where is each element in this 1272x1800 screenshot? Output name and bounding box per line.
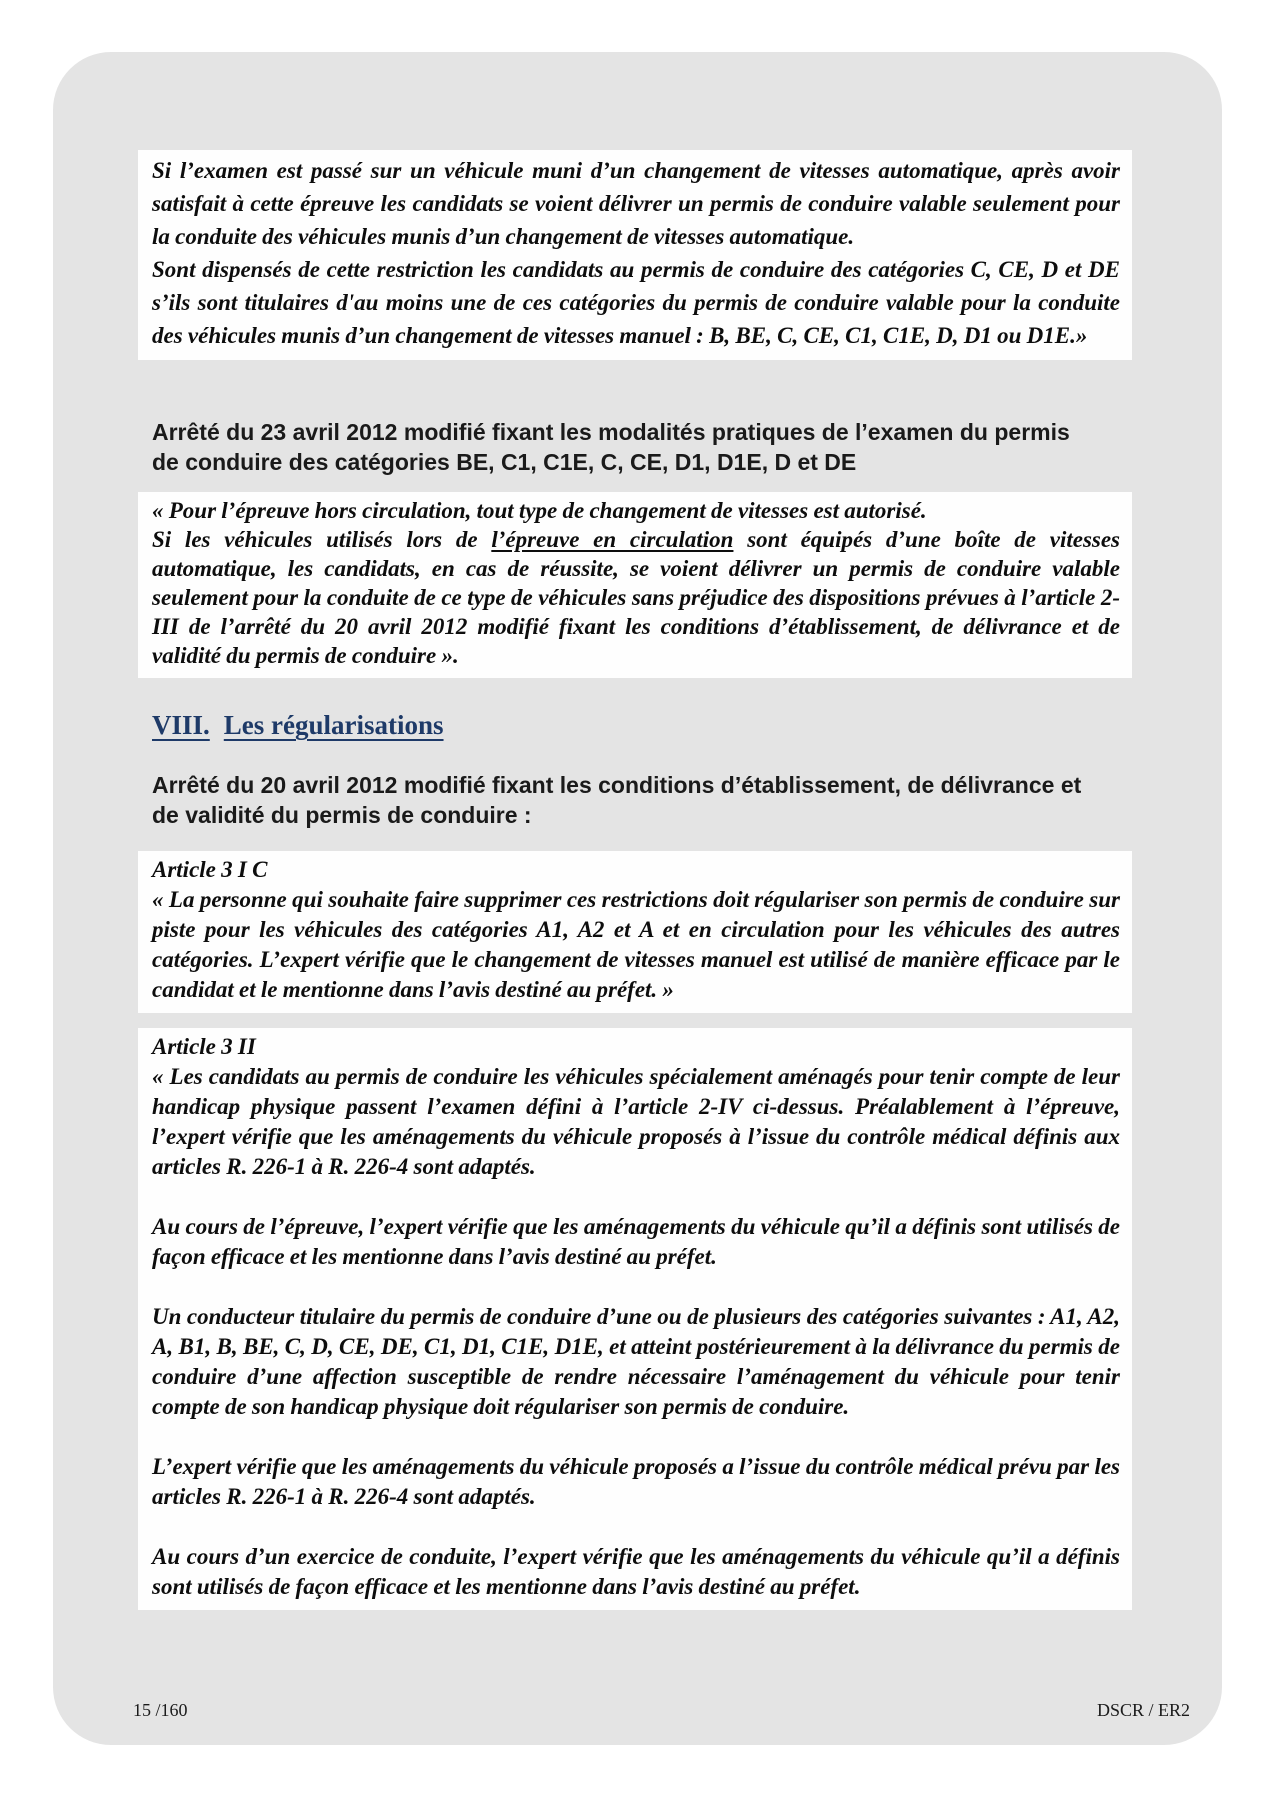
paragraph: Au cours de l’épreuve, l’expert vérifie que les aménagements du véhicule qu’il a définis sont utilisés de façon efficace et les mentionne dans l’avis destiné au préfet. (152, 1214, 1120, 1269)
paragraph (152, 525, 1120, 670)
paragraph-segment: Si les véhicules utilisés lors de (152, 527, 492, 552)
paragraph: « Pour l’épreuve hors circulation, tout type de changement de vitesses est autorisé. (152, 498, 927, 523)
quote-block-epreuve-circulation (138, 492, 1132, 678)
paragraph: « Les candidats au permis de conduire les véhicules spécialement aménagés pour tenir compte de leur handicap physique passent l’examen défini à l’article 2-IV ci-dessus. Préalablement à l’épreuve, l’expert vérifie que les aménagements du véhicule proposés à l’issue du contrôle médical définis aux articles R. 226-1 à R. 226-4 sont adaptés. (152, 1064, 1120, 1179)
page-number: 15 /160 (133, 1700, 188, 1720)
paragraph: Au cours d’un exercice de conduite, l’expert vérifie que les aménagements du véhicule qu’il a définis sont utilisés de façon efficace et les mentionne dans l’avis destiné au préfet. (152, 1544, 1120, 1599)
heading-arrete-20-avril-2012 (152, 770, 1142, 830)
heading-arrete-23-avril-2012 (152, 417, 1142, 477)
heading-line: Arrêté du 20 avril 2012 modifié fixant les conditions d’établissement, de délivrance et (152, 772, 1082, 798)
underlined-phrase: l’épreuve en circulation (491, 527, 734, 552)
quote-block-automatic-gearbox (138, 150, 1132, 360)
paragraph: Sont dispensés de cette restriction les candidats au permis de conduire des catégories C, CE, D et DE s’ils sont titulaires d'au moins une de ces catégories du permis de conduire valable pour la conduite des véhicules munis d’un changement de vitesses manuel : B, BE, C, CE, C1, C1E, D, D1 ou D1E.» (152, 257, 1120, 348)
article-3-1c-block (138, 851, 1132, 1013)
paragraph: Si l’examen est passé sur un véhicule muni d’un changement de vitesses automatique, après avoir satisfait à cette épreuve les candidats se voient délivrer un permis de conduire valable seulement pour la conduite des véhicules munis d’un changement de vitesses automatique. (152, 158, 1120, 249)
document-page (53, 52, 1222, 1745)
article-label: Article 3 I C (152, 857, 268, 882)
section-numeral: VIII. (152, 710, 210, 740)
heading-line: de validité du permis de conduire : (152, 802, 532, 828)
article-label: Article 3 II (152, 1034, 256, 1059)
article-3-2-block (138, 1028, 1132, 1610)
paragraph: Un conducteur titulaire du permis de conduire d’une ou de plusieurs des catégories suivantes : A1, A2, A, B1, B, BE, C, D, CE, DE, C1, D1, C1E, D1E, et atteint postérieurement à la délivrance du permis de conduire d’une affection susceptible de rendre nécessaire l’aménagement du véhicule pour tenir compte de son handicap physique doit régulariser son permis de conduire. (152, 1304, 1120, 1419)
heading-line: Arrêté du 23 avril 2012 modifié fixant les modalités pratiques de l’examen du permis (152, 419, 1070, 445)
heading-line: de conduire des catégories BE, C1, C1E, C, CE, D1, D1E, D et DE (152, 449, 857, 475)
page-footer (133, 1700, 1190, 1721)
section-title: Les régularisations (223, 710, 444, 740)
paragraph: « La personne qui souhaite faire supprimer ces restrictions doit régulariser son permis de conduire sur piste pour les véhicules des catégories A1, A2 et A et en circulation pour les véhicules des autres catégories. L’expert vérifie que le changement de vitesses manuel est utilisé de manière efficace par le candidat et le mentionne dans l’avis destiné au préfet. » (152, 887, 1120, 1002)
section-heading-viii-regularisations (152, 710, 444, 741)
document-reference: DSCR / ER2 (1096, 1700, 1190, 1720)
paragraph: L’expert vérifie que les aménagements du véhicule proposés a l’issue du contrôle médical prévu par les articles R. 226-1 à R. 226-4 sont adaptés. (152, 1454, 1120, 1509)
paragraph-segment: sont équipés d’une boîte de vitesses automatique, les candidats, en cas de réussite, se voient délivrer un permis de conduire valable seulement pour la conduite de ce type de véhicules sans préjudice des dispositions prévues à l’article 2-III de l’arrêté du 20 avril 2012 modifié fixant les conditions d’établissement, de délivrance et de validité du permis de conduire ». (152, 527, 1121, 668)
